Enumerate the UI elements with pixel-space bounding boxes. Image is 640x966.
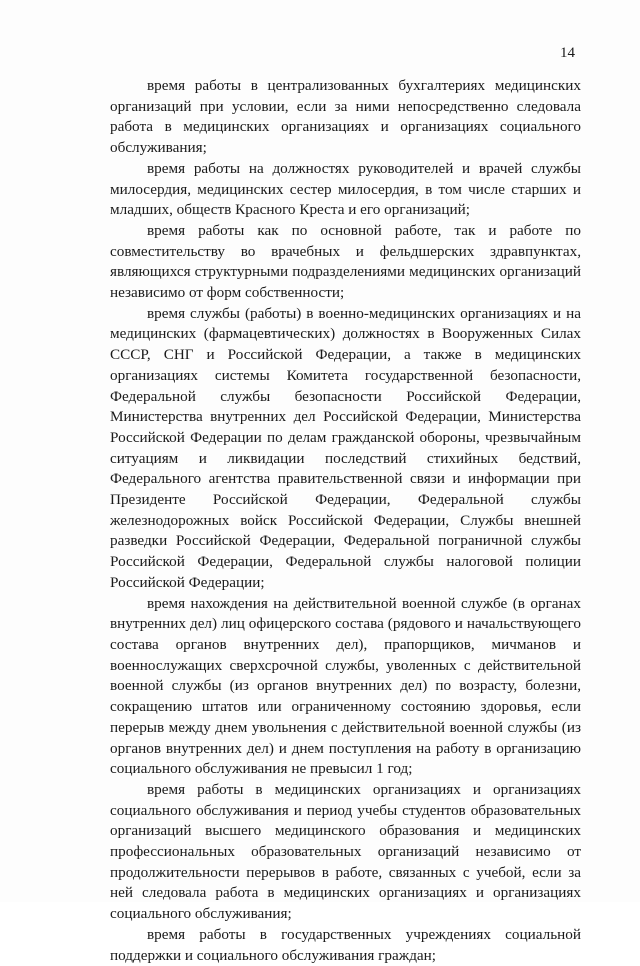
paragraph: время службы (работы) в военно-медицинских организациях и на медицинских (фармацевтических) должностях в Вооруженных Силах СССР, СНГ и Российской Федерации, а также в медицинских организациях системы Комитета государственной безопасности, Федеральной службы безопасности Российской Федерации, Министерства внутренних дел Российской Федерации, Министерства Российской Федерации по делам гражданской обороны, чрезвычайным ситуациям и ликвидации последствий стихийных бедствий, Федерального агентства правительственной связи и информации при Президенте Российской Федерации, Федеральной службы железнодорожных войск Российской Федерации, Службы внешней разведки Российской Федерации, Федеральной пограничной службы Российской Федерации, Федеральной службы налоговой полиции Российской Федерации; bbox=[110, 304, 581, 591]
paragraph: время нахождения на действительной военной службе (в органах внутренних дел) лиц офицерского состава (рядового и начальствующего состава органов внутренних дел), прапорщиков, мичманов и военнослужащих сверхсрочной службы, уволенных с действительной военной службы (из органов внутренних дел) по возрасту, болезни, сокращению штатов или ограниченному состоянию здоровья, если перерыв между днем увольнения с действительной военной службы (из органов внутренних дел) и днем поступления на работу в организацию социального обслуживания не превысил 1 год; bbox=[110, 594, 581, 778]
page-number: 14 bbox=[560, 45, 575, 61]
paragraph: время работы в государственных учреждениях социальной поддержки и социального обслуживания граждан; bbox=[110, 925, 581, 964]
document-body bbox=[110, 76, 581, 966]
paragraph: время работы в медицинских организациях и организациях социального обслуживания и период учебы студентов образовательных организаций высшего медицинского образования и медицинских профессиональных образовательных организаций независимо от продолжительности перерывов в работе, связанных с учебой, если за ней следовала работа в медицинских организациях и организациях социального обслуживания; bbox=[110, 780, 581, 923]
paragraph: время работы на должностях руководителей и врачей службы милосердия, медицинских сестер милосердия, в том числе старших и младших, обществ Красного Креста и его организаций; bbox=[110, 159, 581, 219]
paragraph: время работы в централизованных бухгалтериях медицинских организаций при условии, если за ними непосредственно следовала работа в медицинских организациях и организациях социального обслуживания; bbox=[110, 77, 581, 157]
paragraph: время работы как по основной работе, так и работе по совместительству во врачебных и фельдшерских здравпунктах, являющихся структурными подразделениями медицинских организаций независимо от форм собственности; bbox=[110, 221, 581, 302]
